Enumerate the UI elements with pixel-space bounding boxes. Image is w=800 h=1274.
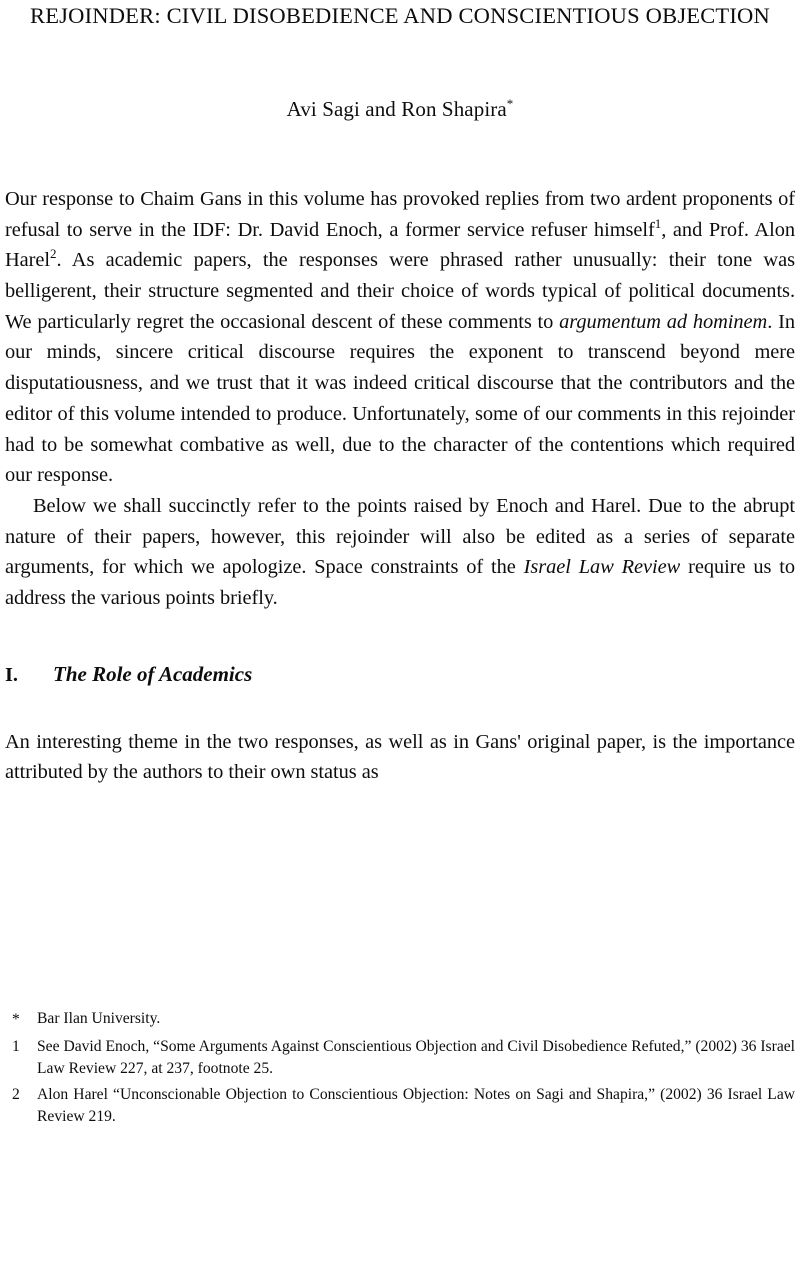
section-title: The Role of Academics [53, 661, 253, 686]
page-content [5, 0, 795, 788]
authors-names: Avi Sagi and Ron Shapira [286, 96, 507, 121]
section-opening-paragraph: An interesting theme in the two responses, as well as in Gans' original paper, is the importance attributed by the authors to their own status as [5, 730, 795, 784]
footnote-star [5, 1008, 795, 1031]
page-title: REJOINDER: CIVIL DISOBEDIENCE AND CONSCIENTIOUS OBJECTION [30, 3, 770, 28]
footnotes [5, 1008, 795, 1133]
body-text [5, 122, 795, 614]
footnote-1 [5, 1036, 795, 1080]
section-heading [5, 614, 795, 687]
footnote-marker: 1 [12, 1037, 20, 1055]
footnote-marker: * [12, 1011, 20, 1028]
footnote-text: Alon Harel “Unconscionable Objection to Conscientious Objection: Notes on Sagi and Shapira,” (2002) 36 Israel Law Review 219. [37, 1086, 795, 1126]
footnote-text: Bar Ilan University. [37, 1010, 161, 1027]
footnote-marker: 2 [12, 1086, 20, 1104]
paragraph-1: Our response to Chaim Gans in this volume has provoked replies from two ardent proponents of refusal to serve in the IDF: Dr. David Enoch, a former service refuser himself$^1$, and Prof. Alon Harel$^2$. As academic papers, the responses were phrased rather unusually: their tone was belligerent, their structure segmented and their choice of words typical of political documents. We particularly regret the occasional descent of these comments to argumentum ad hominem. In our minds, sincere critical discourse requires the exponent to transcend beyond mere disputatiousness, and we trust that it was indeed critical discourse that the contributors and the editor of this volume intended to produce. Unfortunately, some of our comments in this rejoinder had to be somewhat combative as well, due to the character of the contentions which required our response. [5, 187, 795, 487]
section-number: I. [5, 663, 19, 686]
footnote-text: See David Enoch, “Some Arguments Against Conscientious Objection and Civil Disobedience Refuted,” (2002) 36 Israel Law Review 227, at 237, footnote 25. [37, 1037, 795, 1077]
author-note-marker: * [506, 95, 514, 111]
section-body [5, 687, 795, 788]
paragraph-2: Below we shall succinctly refer to the points raised by Enoch and Harel. Due to the abrupt nature of their papers, however, this rejoinder will also be edited as a series of separate arguments, for which we apologize. Space constraints of the Israel Law Review require us to address the various points briefly. [5, 494, 795, 610]
footnote-2 [5, 1084, 795, 1128]
authors-line [5, 32, 795, 122]
